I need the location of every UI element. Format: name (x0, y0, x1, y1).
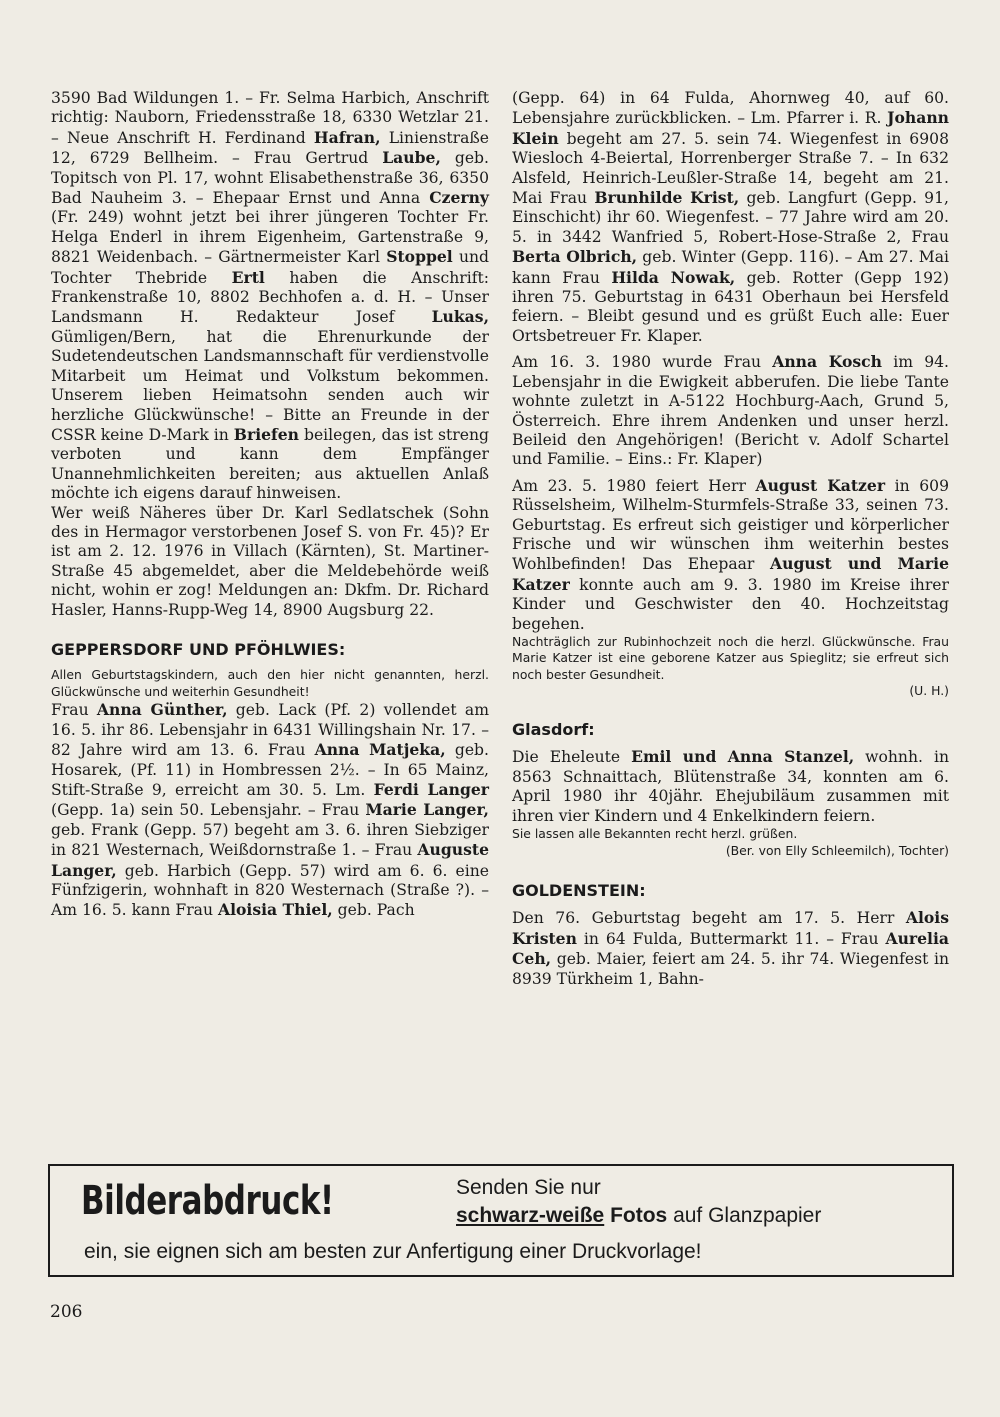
photo-print-advertisement (48, 1164, 954, 1277)
right-para-2: Am 16. 3. 1980 wurde Frau Anna Kosch im 94. Lebensjahr in die Ewigkeit abberufen. Die liebe Tante wohnte zuletzt in A-5122 Hochburg-Aach, Grund 5, Österreich. Ehre ihrem Andenken und unser herzl. Beileid den Angehörigen! (Bericht v. Adolf Schartel und Familie. – Eins.: Fr. Klaper) (512, 352, 949, 469)
section-heading-goldenstein: GOLDENSTEIN: (512, 881, 646, 900)
signature-uh: (U. H.) (909, 683, 949, 699)
left-para-3: Frau Anna Günther, geb. Lack (Pf. 2) vollendet am 16. 5. ihr 86. Lebensjahr in 6431 Willingshain Nr. 17. – 82 Jahre wird am 13. 6. Frau Anna Matjeka, geb. Hosarek, (Pf. 11) in Hombressen 2½. – In 65 Mainz, Stift-Straße 9, erreicht am 30. 5. Lm. Ferdi Langer (Gepp. 1a) sein 50. Lebensjahr. – Frau Marie Langer, geb. Frank (Gepp. 57) begeht am 3. 6. ihren Siebziger in 821 Westernach, Weißdornstraße 1. – Frau Auguste Langer, geb. Harbich (Gepp. 57) wird am 6. 6. eine Fünfzigerin, wohnhaft in 820 Westernach (Straße ?). – Am 16. 5. kann Frau Aloisia Thiel, geb. Pach (51, 700, 489, 920)
page-number: 206 (50, 1302, 83, 1322)
ad-line-1: Senden Sie nur (456, 1176, 601, 1199)
ad-headline: Bilderabdruck! (81, 1178, 334, 1224)
section-heading-glasdorf: Glasdorf: (512, 719, 595, 739)
rubinhochzeit-note: Nachträglich zur Rubinhochzeit noch die herzl. Glückwünsche. Frau Marie Katzer ist eine geborene Katzer aus Spieglitz; sie erfreut sich noch bester Gesundheit. (512, 633, 949, 682)
ad-line-3: ein, sie eignen sich am besten zur Anfertigung einer Druckvorlage! (84, 1240, 702, 1263)
right-column (512, 89, 949, 989)
section-heading-geppersdorf: GEPPERSDORF UND PFÖHLWIES: (51, 639, 346, 659)
right-para-4: Die Eheleute Emil und Anna Stanzel, wohnh. in 8563 Schnaittach, Blütenstraße 34, konnten am 6. April 1980 ihr 40jähr. Ehejubiläum zusammen mit ihren vier Kindern und 4 Enkelkindern feiern. (512, 747, 949, 825)
right-para-3: Am 23. 5. 1980 feiert Herr August Katzer in 609 Rüsselsheim, Wilhelm-Sturmfels-Straße 33, seinen 73. Geburtstag. Es erfreut sich geistiger und körperlicher Frische und wir wünschen ihm weiterhin bestes Wohlbefinden! Das Ehepaar August und Marie Katzer konnte auch am 9. 3. 1980 im Kreise ihrer Kinder und Geschwister den 40. Hochzeitstag begehen. (512, 475, 949, 633)
ad-line-2: schwarz-weiße Fotos auf Glanzpapier (456, 1204, 822, 1227)
signature-schleemilch: (Ber. von Elly Schleemilch), Tochter) (725, 842, 949, 858)
greeting-note: Sie lassen alle Bekannten recht herzl. grüßen. (512, 826, 798, 841)
right-para-1: (Gepp. 64) in 64 Fulda, Ahornweg 40, auf 60. Lebensjahre zurückblicken. – Lm. Pfarrer i. R. Johann Klein begeht am 27. 5. sein 74. Wiegenfest in 6908 Wiesloch 4-Beiertal, Horrenberger Straße 7. – In 632 Alsfeld, Heinrich-Leußler-Straße 14, begeht am 21. Mai Frau Brunhilde Krist, geb. Langfurt (Gepp. 91, Einschicht) ihr 60. Wiegenfest. – 77 Jahre wird am 20. 5. in 3442 Wanfried 5, Robert-Hose-Straße 2, Frau Berta Olbrich, geb. Winter (Gepp. 116). – Am 27. Mai kann Frau Hilda Nowak, geb. Rotter (Gepp 192) ihren 75. Geburtstag in 6431 Oberhaun bei Hersfeld feiern. – Bleibt gesund und es grüßt Euch alle: Euer Ortsbetreuer Fr. Klaper. (512, 89, 949, 345)
left-column (51, 89, 489, 921)
left-para-1: 3590 Bad Wildungen 1. – Fr. Selma Harbich, Anschrift richtig: Nauborn, Friedensstraße 18, 6330 Wetzlar 21. – Neue Anschrift H. Ferdinand Hafran, Linienstraße 12, 6729 Bellheim. – Frau Gertrud Laube, geb. Topitsch von Pl. 17, wohnt Elisabethenstraße 36, 6350 Bad Nauheim 3. – Ehepaar Ernst und Anna Czerny (Fr. 249) wohnt jetzt bei ihrer jüngeren Tochter Fr. Helga Enderl in ihrem Eigenheim, Gartenstraße 9, 8821 Weidenbach. – Gärtnermeister Karl Stoppel und Tochter Thebride Ertl haben die Anschrift: Frankenstraße 10, 8802 Bechhofen a. d. H. – Unser Landsmann H. Redakteur Josef Lukas, Gümligen/Bern, hat die Ehrenurkunde der Sudetendeutschen Landsmannschaft für verdienstvolle Mitarbeit um Heimat und Volkstum bekommen. Unserem lieben Heimatsohn senden auch wir herzliche Glückwünsche! – Bitte an Freunde in der CSSR keine D-Mark in Briefen beilegen, das ist streng verboten und kann dem Empfänger Unannehmlichkeiten bereiten; aus aktuellen Anlaß möchte ich eigens darauf hinweisen. (51, 89, 490, 503)
right-para-5: Den 76. Geburtstag begeht am 17. 5. Herr Alois Kristen in 64 Fulda, Buttermarkt 11. – Frau Aurelia Ceh, geb. Maier, feiert am 24. 5. ihr 74. Wiegenfest in 8939 Türkheim 1, Bahn- (512, 908, 949, 988)
birthday-greeting-note: Allen Geburtstagskindern, auch den hier nicht genannten, herzl. Glückwünsche und weiterhin Gesundheit! (51, 667, 489, 699)
left-para-2: Wer weiß Näheres über Dr. Karl Sedlatschek (Sohn des in Hermagor verstorbenen Josef S. von Fr. 45)? Er ist am 2. 12. 1976 in Villach (Kärnten), St. Martiner-Straße 45 abgemeldet, aber die Meldebehörde weiß nicht, wohin er zog! Meldungen an: Dkfm. Dr. Richard Hasler, Hanns-Rupp-Weg 14, 8900 Augsburg 22. (51, 503, 489, 619)
